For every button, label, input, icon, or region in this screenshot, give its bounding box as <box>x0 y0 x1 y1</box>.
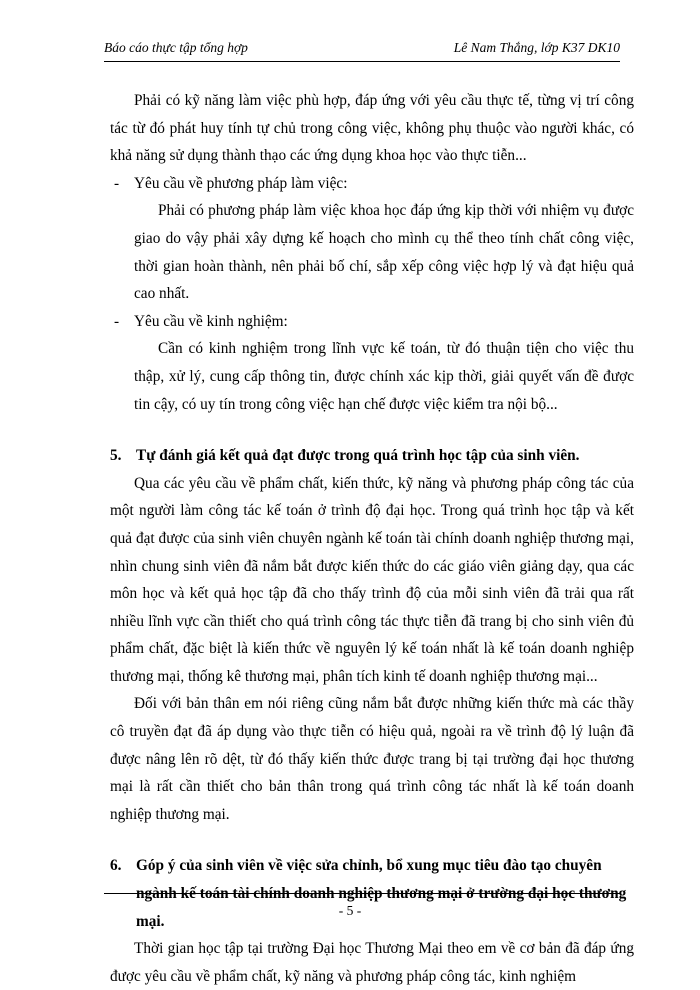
header-divider <box>104 61 620 62</box>
footer-divider <box>104 893 620 894</box>
section-6-title: Góp ý của sinh viên về việc sửa chỉnh, bổ xung mục tiêu đào tạo chuyên ngành kế toán tài chính doanh nghiệp thương mại ở trường đại học thương mại. <box>136 857 627 930</box>
paragraph-method: Phải có phương pháp làm việc khoa học đáp ứng kịp thời với nhiệm vụ được giao do vậy phải xây dựng kế hoạch cho mình cụ thể theo tính chất công việc, thời gian hoàn thành, nên phải bố chí, sắp xếp công việc hợp lý và đạt hiệu quả cao nhất. <box>134 202 634 303</box>
paragraph-feedback: Thời gian học tập tại trường Đại học Thương Mại theo em về cơ bản đã đáp ứng được yêu cầu về phẩm chất, kỹ năng và phương pháp công tác, kinh nghiệm <box>110 940 634 985</box>
section-gap <box>110 418 634 442</box>
header-report-title: Báo cáo thực tập tổng hợp <box>104 40 248 55</box>
section-5-number: 5. <box>110 447 122 465</box>
page-body <box>110 87 634 990</box>
bullet-method-title <box>110 170 634 198</box>
section-gap <box>110 828 634 852</box>
bullet-experience-title <box>110 308 634 336</box>
section-5-title: Tự đánh giá kết quả đạt được trong quá trình học tập của sinh viên. <box>136 447 580 465</box>
page-number: - 5 - <box>338 903 362 918</box>
bullet-dash: - <box>114 312 120 330</box>
paragraph-experience: Cần có kinh nghiệm trong lĩnh vực kế toán, từ đó thuận tiện cho việc thu thập, xử lý, cung cấp thông tin, được chính xác kịp thời, giải quyết vấn đề được tin cậy, có uy tín trong công việc hạn chế được việc kiểm tra nội bộ... <box>134 340 634 413</box>
bullet-dash: - <box>114 174 120 192</box>
section-5-heading <box>110 442 634 470</box>
section-6-number: 6. <box>110 857 122 875</box>
header-author-class: Lê Nam Thắng, lớp K37 DK10 <box>453 40 620 55</box>
bullet-experience-label: Yêu cầu về kinh nghiệm: <box>134 312 288 330</box>
paragraph-self-assessment: Qua các yêu cầu về phẩm chất, kiến thức, kỹ năng và phương pháp công tác của một người làm công tác kế toán ở trình độ đại học. Trong quá trình học tập và kết quả đạt được của sinh viên chuyên ngành kế toán tài chính doanh nghiệp thương mại, nhìn chung sinh viên đã nắm bắt được kiến thức do các giáo viên giảng dạy, qua các môn học và kết quả học tập đã cho thấy trình độ của mỗi sinh viên đã trải qua rất nhiều lĩnh vực cần thiết cho quá trình công tác thực tiễn đã trang bị cho sinh viên đủ phẩm chất, đặc biệt là kiến thức về nguyên lý kế toán nhất là kế toán doanh nghiệp thương mại, thống kê thương mại, phân tích kinh tế doanh nghiệp thương mại... <box>110 474 634 685</box>
paragraph-personal: Đối với bản thân em nói riêng cũng nắm bắt được những kiến thức mà các thầy cô truyền đạt đã áp dụng vào thực tiễn có hiệu quả, ngoài ra về trình độ lý luận đã được nâng lên rõ dệt, từ đó thấy kiến thức được trang bị tại trường đại học thương mại là rất cần thiết cho bản thân trong quá trình công tác nhất là kế toán doanh nghiệp thương mại. <box>110 695 634 823</box>
bullet-method-label: Yêu cầu về phương pháp làm việc: <box>134 174 348 192</box>
paragraph-skills: Phải có kỹ năng làm việc phù hợp, đáp ứng với yêu cầu thực tế, từng vị trí công tác từ đó phát huy tính tự chủ trong công việc, không phụ thuộc vào người khác, có khả năng sử dụng thành thạo các ứng dụng khoa học vào thực tiễn... <box>110 92 634 165</box>
